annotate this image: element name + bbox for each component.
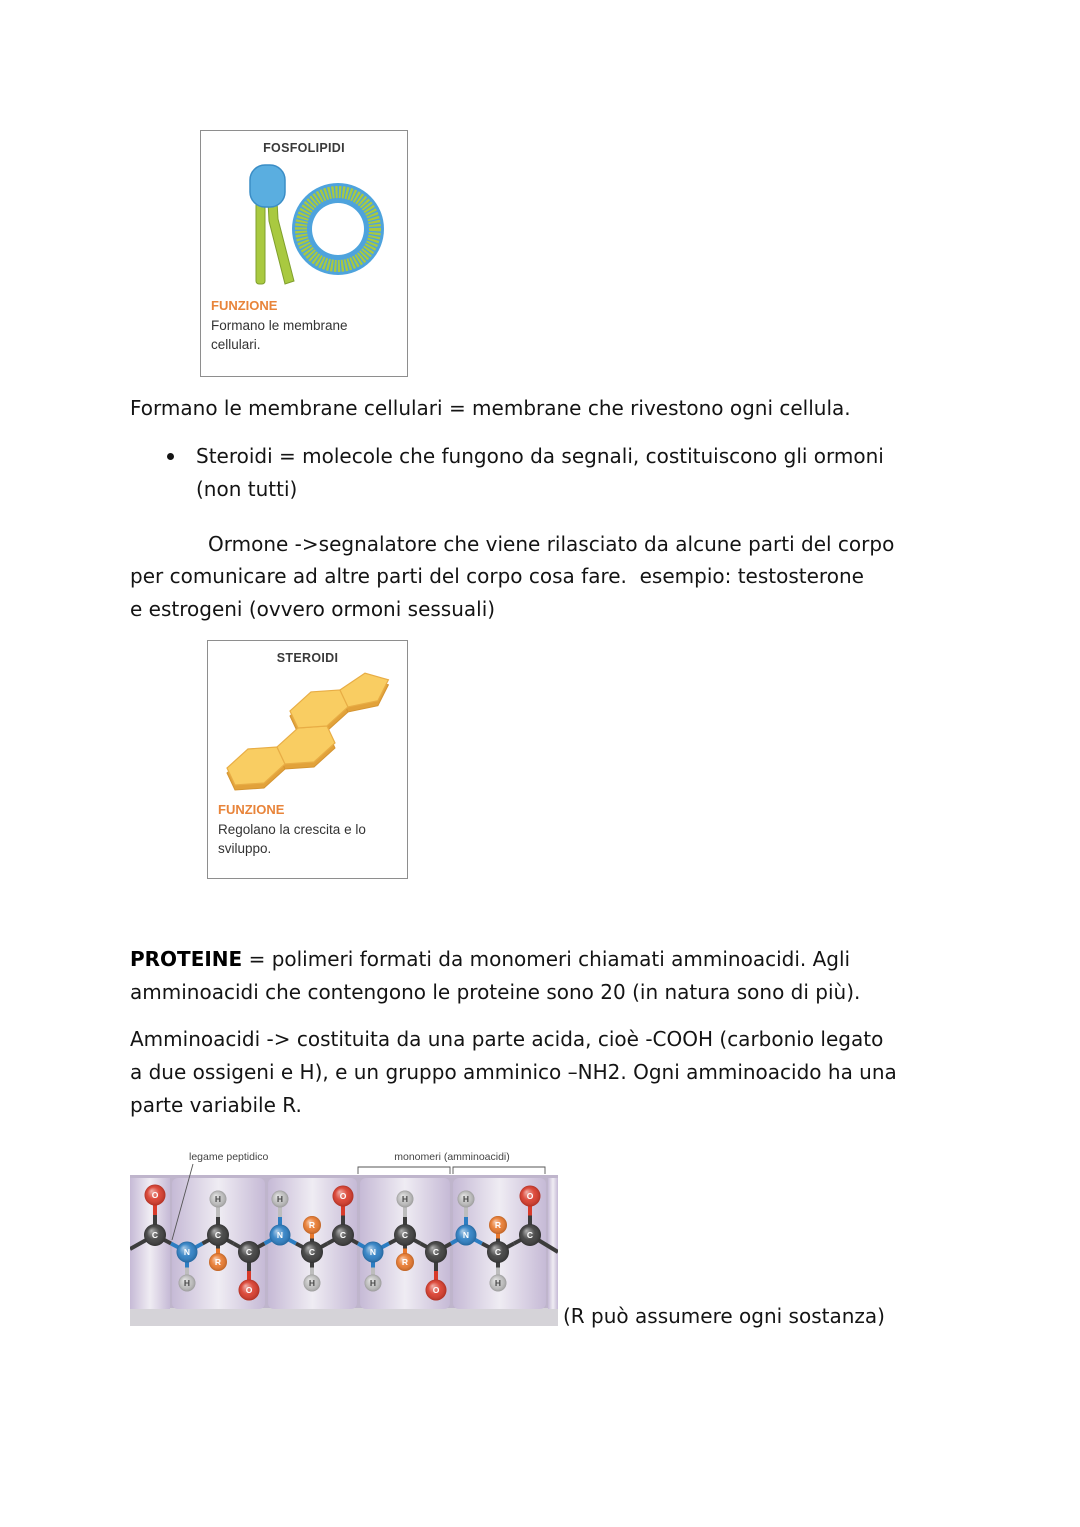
atom-label: C	[245, 1247, 253, 1258]
carbon-atom	[519, 1224, 541, 1246]
oxygen-atom	[239, 1280, 260, 1301]
ormone-paragraph-line: e estrogeni (ovvero ormoni sessuali)	[130, 597, 496, 621]
atom-label: R	[401, 1257, 409, 1268]
phospholipid-tail	[256, 201, 265, 284]
atom-label: C	[214, 1230, 222, 1241]
atom-label: C	[151, 1230, 159, 1241]
hydrogen-atom	[458, 1191, 475, 1208]
hydrogen-atom	[304, 1275, 321, 1292]
atom-label: H	[494, 1278, 502, 1289]
carbon-atom	[301, 1241, 323, 1263]
carbon-atom	[144, 1224, 166, 1246]
atom-label: H	[276, 1194, 284, 1205]
atom-label: N	[369, 1247, 377, 1258]
steroidi-bullet-line: (non tutti)	[196, 477, 298, 501]
nitrogen-atom	[456, 1225, 477, 1246]
carbon-atom	[425, 1241, 447, 1263]
atom-label: H	[183, 1278, 191, 1289]
peptide-chain-figure	[130, 1148, 558, 1326]
atom-label: O	[151, 1190, 159, 1201]
nitrogen-atom	[363, 1242, 384, 1263]
figure-title: FOSFOLIPIDI	[263, 141, 345, 155]
hydrogen-atom	[490, 1275, 507, 1292]
phospholipid-tail	[268, 201, 294, 284]
carbon-atom	[207, 1224, 229, 1246]
function-text-line: Regolano la crescita e lo	[218, 822, 366, 837]
oxygen-atom	[426, 1280, 447, 1301]
atom-label: H	[401, 1194, 409, 1205]
atom-label: C	[494, 1247, 502, 1258]
atom-label: R	[214, 1257, 222, 1268]
amino-acid-panel	[548, 1178, 558, 1309]
atom-label: C	[308, 1247, 316, 1258]
atom-label: H	[214, 1194, 222, 1205]
monomers-bracket	[358, 1167, 545, 1174]
amminoacidi-paragraph-line: a due ossigeni e H), e un gruppo amminico –NH2. Ogni amminoacido ha una	[130, 1060, 897, 1084]
atom-label: O	[432, 1285, 440, 1296]
atom-label: N	[462, 1230, 470, 1241]
phospholipid-head	[250, 165, 285, 207]
steroid-figure	[207, 640, 408, 879]
proteine-definition: = polimeri formati da monomeri chiamati amminoacidi. Agli	[242, 947, 851, 971]
atom-label: C	[339, 1230, 347, 1241]
peptide-bond-label: legame peptidico	[189, 1151, 269, 1163]
atom-label: O	[339, 1191, 347, 1202]
atom-label: C	[526, 1230, 534, 1241]
ormone-paragraph-line: Ormone ->segnalatore che viene rilasciato da alcune parti del corpo	[208, 532, 895, 556]
nitrogen-atom	[270, 1225, 291, 1246]
oxygen-atom	[145, 1185, 166, 1206]
function-text-line: cellulari.	[211, 337, 261, 352]
r-group-atom	[303, 1216, 321, 1234]
bullet-dot	[167, 453, 174, 460]
function-label: FUNZIONE	[211, 298, 278, 313]
proteine-paragraph-line	[130, 943, 850, 976]
r-group-atom	[209, 1253, 227, 1271]
atom-label: R	[494, 1220, 502, 1231]
proteine-paragraph-line: amminoacidi che contengono le proteine sono 20 (in natura sono di più).	[130, 980, 861, 1004]
r-group-note: (R può assumere ogni sostanza)	[563, 1304, 885, 1328]
atom-label: C	[432, 1247, 440, 1258]
function-text-line: Formano le membrane	[211, 318, 348, 333]
atom-label: N	[183, 1247, 191, 1258]
monomers-label: monomeri (amminoacidi)	[394, 1151, 510, 1163]
atom-label: H	[369, 1278, 377, 1289]
oxygen-atom	[333, 1186, 354, 1207]
atom-label: O	[245, 1285, 253, 1296]
ormone-paragraph-line: per comunicare ad altre parti del corpo cosa fare. esempio: testosterone	[130, 564, 864, 588]
proteine-term: PROTEINE	[130, 947, 243, 971]
function-text-line: sviluppo.	[218, 841, 272, 856]
oxygen-atom	[520, 1186, 541, 1207]
figure-title: STEROIDI	[276, 651, 339, 665]
hydrogen-atom	[210, 1191, 227, 1208]
liposome-ring	[292, 183, 384, 275]
atom-label: R	[308, 1220, 316, 1231]
carbon-atom	[487, 1241, 509, 1263]
figure-bottom-strip	[130, 1308, 558, 1326]
r-group-atom	[396, 1253, 414, 1271]
r-group-atom	[489, 1216, 507, 1234]
amminoacidi-paragraph-line: parte variabile R.	[130, 1093, 302, 1117]
steroidi-bullet-line: Steroidi = molecole che fungono da segnali, costituiscono gli ormoni	[196, 444, 884, 468]
hydrogen-atom	[365, 1275, 382, 1292]
atom-label: O	[526, 1191, 534, 1202]
phospholipid-figure	[200, 130, 408, 377]
nitrogen-atom	[177, 1242, 198, 1263]
function-label: FUNZIONE	[218, 802, 285, 817]
atom-label: C	[401, 1230, 409, 1241]
carbon-atom	[332, 1224, 354, 1246]
membrane-note: Formano le membrane cellulari = membrane che rivestono ogni cellula.	[130, 396, 851, 420]
hydrogen-atom	[179, 1275, 196, 1292]
amminoacidi-paragraph-line: Amminoacidi -> costituita da una parte acida, cioè -COOH (carbonio legato	[130, 1027, 884, 1051]
atom-label: H	[308, 1278, 316, 1289]
atom-label: N	[276, 1230, 284, 1241]
carbon-atom	[394, 1224, 416, 1246]
carbon-atom	[238, 1241, 260, 1263]
atom-label: H	[462, 1194, 470, 1205]
hydrogen-atom	[272, 1191, 289, 1208]
hydrogen-atom	[397, 1191, 414, 1208]
